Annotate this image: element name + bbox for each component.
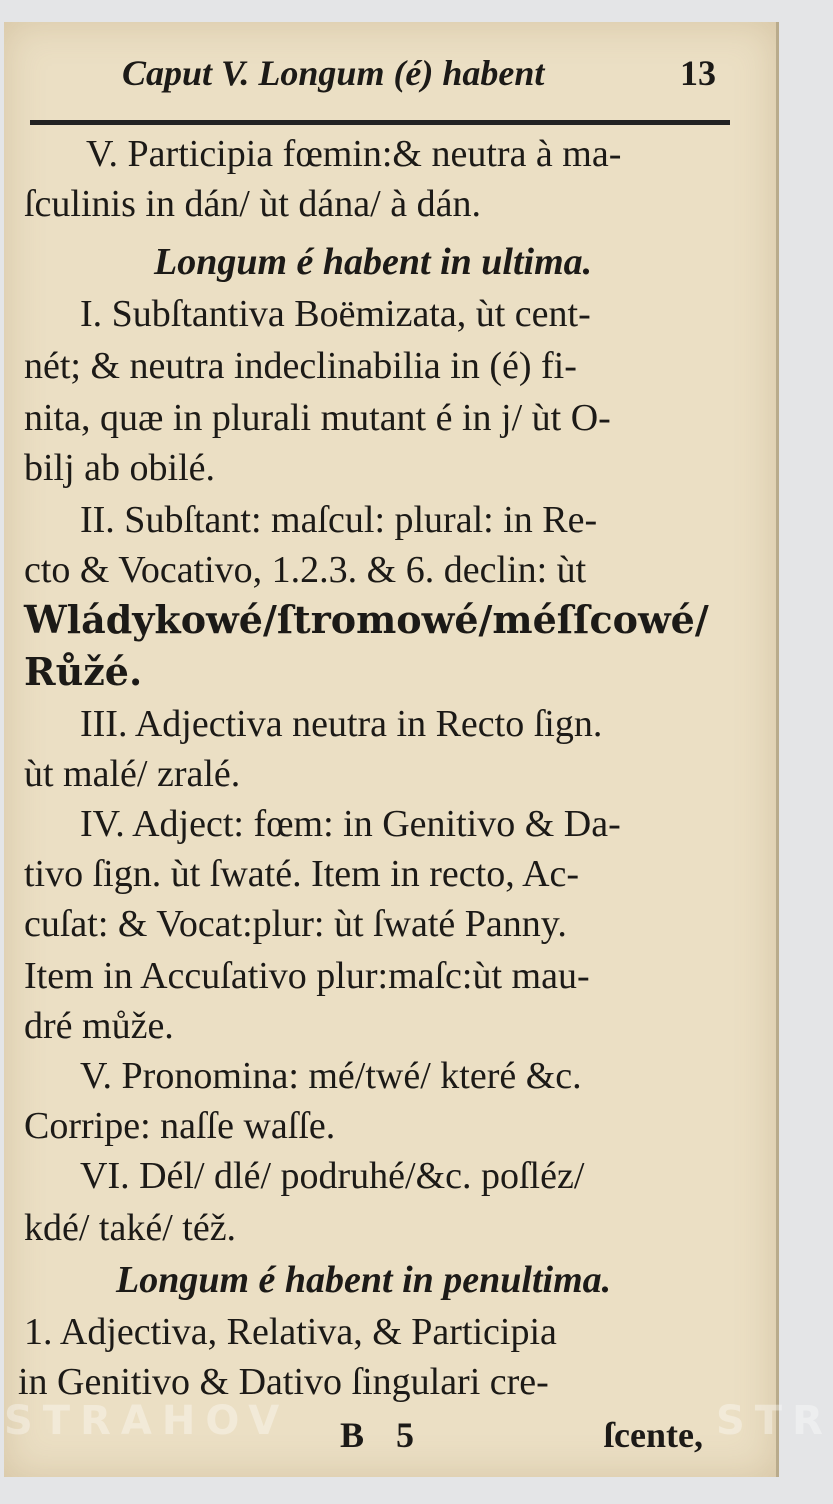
text-line: nét; & neutra indeclinabilia in (é) fi- bbox=[24, 345, 577, 387]
section-heading: Longum é habent in ultima. bbox=[154, 241, 593, 283]
text-line: Corripe: naſſe waſſe. bbox=[24, 1105, 336, 1147]
text-line: Wládykowé/ſtromowé/méſſcowé/ bbox=[24, 597, 709, 642]
text-line: III. Adjectiva neutra in Recto ſign. bbox=[80, 703, 603, 745]
text-line: Růžé. bbox=[24, 649, 143, 694]
text-line: dré může. bbox=[24, 1005, 174, 1047]
library-watermark: STRAHOV bbox=[4, 1398, 290, 1444]
text-line: VI. Dél/ dlé/ podruhé/&c. poſléz/ bbox=[80, 1155, 585, 1197]
book-page bbox=[4, 22, 833, 1477]
signature-number: 5 bbox=[396, 1415, 414, 1455]
text-line: V. Participia fœmin:& neutra à ma- bbox=[86, 133, 622, 175]
text-line: nita, quæ in plurali mutant é in j/ ùt O- bbox=[24, 397, 611, 439]
text-line: I. Subſtantiva Boëmizata, ùt cent- bbox=[80, 293, 591, 335]
text-line: 1. Adjectiva, Relativa, & Participia bbox=[24, 1311, 557, 1353]
text-line: II. Subſtant: maſcul: plural: in Re- bbox=[80, 499, 598, 541]
header-rule bbox=[30, 120, 730, 125]
text-line: Item in Accuſativo plur:maſc:ùt mau- bbox=[24, 955, 590, 997]
catchword: ſcente, bbox=[604, 1415, 703, 1455]
signature-mark: B bbox=[340, 1415, 365, 1455]
text-line: ſculinis in dán/ ùt dána/ à dán. bbox=[24, 183, 481, 225]
library-watermark-right: STR bbox=[716, 1398, 833, 1444]
text-line: cuſat: & Vocat:plur: ùt ſwaté Panny. bbox=[24, 903, 567, 945]
text-line: IV. Adject: fœm: in Genitivo & Da- bbox=[80, 803, 621, 845]
text-line: ùt malé/ zralé. bbox=[24, 753, 241, 795]
text-line: kdé/ také/ též. bbox=[24, 1207, 237, 1249]
page-number: 13 bbox=[680, 53, 716, 93]
text-line: tivo ſign. ùt ſwaté. Item in recto, Ac- bbox=[24, 853, 580, 895]
text-line: in Genitivo & Dativo ſingulari cre- bbox=[18, 1361, 549, 1403]
text-line: cto & Vocativo, 1.2.3. & 6. declin: ùt bbox=[24, 549, 587, 591]
section-heading: Longum é habent in penultima. bbox=[116, 1259, 612, 1301]
text-line: V. Pronomina: mé/twé/ které &c. bbox=[80, 1055, 582, 1097]
text-line: bilj ab obilé. bbox=[24, 447, 216, 489]
running-head: Caput V. Longum (é) habent bbox=[122, 53, 545, 93]
